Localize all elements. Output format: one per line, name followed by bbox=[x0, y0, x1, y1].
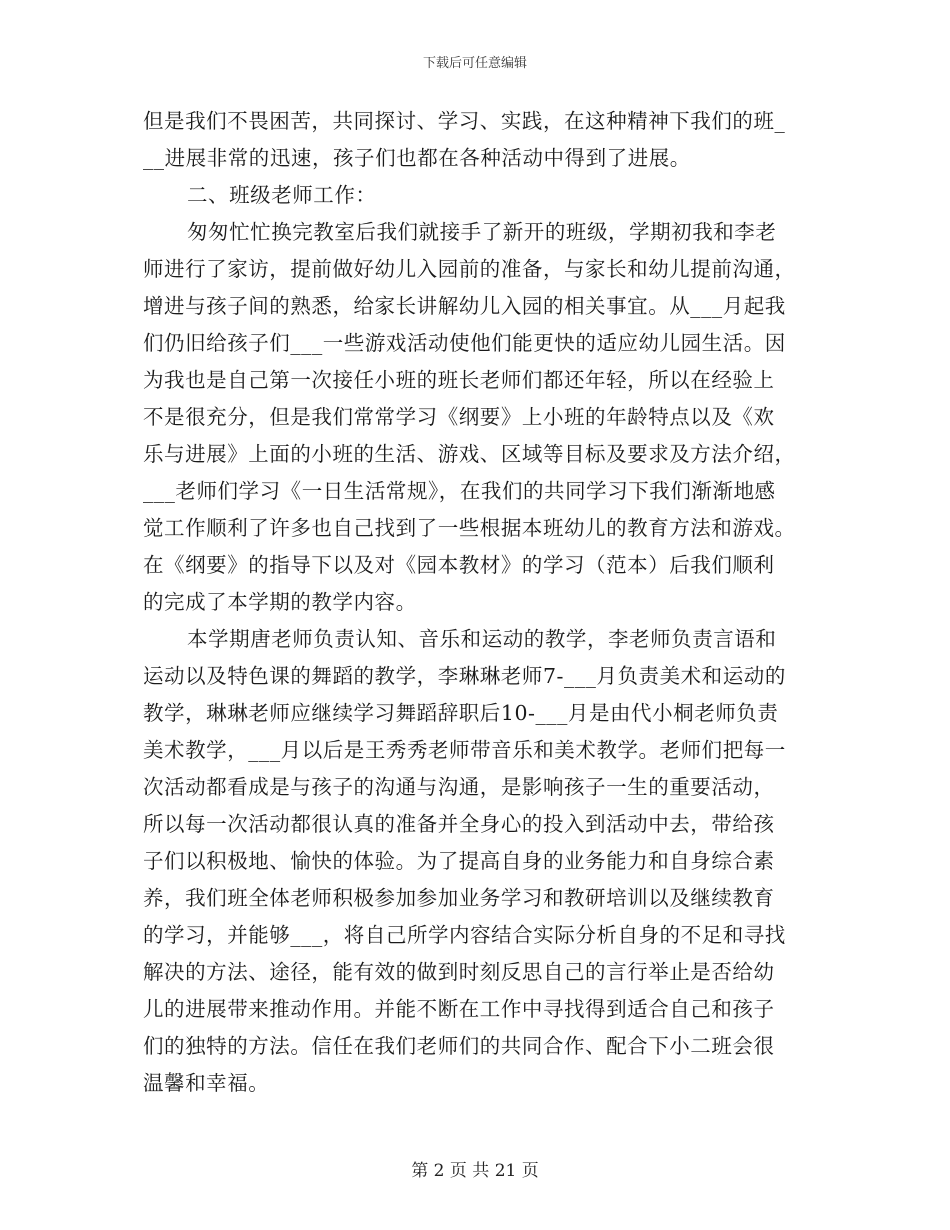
text-line: 但是我们不畏困苦，共同探讨、学习、实践，在这种精神下我们的班_ bbox=[143, 109, 786, 133]
text-line: 次活动都看成是与孩子的沟通与沟通，是影响孩子一生的重要活动， bbox=[143, 775, 775, 799]
text-line: 在《纲要》的指导下以及对《园本教材》的学习（范本）后我们顺利 bbox=[143, 553, 775, 577]
text-line: 教学，琳琳老师应继续学习舞蹈辞职后10-___月是由代小桐老师负责 bbox=[143, 701, 779, 725]
text-line: 们的独特的方法。信任在我们老师们的共同合作、配合下小二班会很 bbox=[143, 1034, 775, 1058]
text-line: 解决的方法、途径，能有效的做到时刻反思自己的言行举止是否给幼 bbox=[143, 960, 775, 984]
document-body bbox=[143, 103, 813, 1102]
text-line: ___老师们学习《一日生活常规》，在我们的共同学习下我们渐渐地感 bbox=[143, 479, 776, 503]
page-number-footer: 第 2 页 共 21 页 bbox=[411, 1161, 539, 1181]
text-line: 儿的进展带来推动作用。并能不断在工作中寻找得到适合自己和孩子 bbox=[143, 997, 775, 1021]
text-line: 所以每一次活动都很认真的准备并全身心的投入到活动中去，带给孩 bbox=[143, 812, 775, 836]
text-line: 的学习，并能够___，将自己所学内容结合实际分析自身的不足和寻找 bbox=[143, 923, 786, 947]
text-line: 们仍旧给孩子们___一些游戏活动使他们能更快的适应幼儿园生活。因 bbox=[143, 331, 786, 355]
text-line: 为我也是自己第一次接任小班的班长老师们都还年轻，所以在经验上 bbox=[143, 368, 775, 392]
text-line: 美术教学，___月以后是王秀秀老师带音乐和美术教学。老师们把每一 bbox=[143, 738, 786, 762]
text-line: 运动以及特色课的舞蹈的教学，李琳琳老师7-___月负责美术和运动的 bbox=[143, 664, 786, 688]
text-line: 不是很充分，但是我们常常学习《纲要》上小班的年龄特点以及《欢 bbox=[143, 405, 775, 429]
text-line: 养，我们班全体老师积极参加参加业务学习和教研培训以及继续教育 bbox=[143, 886, 775, 910]
text-line: 本学期唐老师负责认知、音乐和运动的教学，李老师负责言语和 bbox=[187, 627, 777, 651]
text-line: 觉工作顺利了许多也自己找到了一些根据本班幼儿的教育方法和游戏。 bbox=[143, 516, 796, 540]
text-line: 乐与进展》上面的小班的生活、游戏、区域等目标及要求及方法介绍， bbox=[143, 442, 796, 466]
text-line: 的完成了本学期的教学内容。 bbox=[143, 590, 417, 614]
text-line: 匆匆忙忙换完教室后我们就接手了新开的班级，学期初我和李老 bbox=[187, 220, 777, 244]
text-line: __进展非常的迅速，孩子们也都在各种活动中得到了进展。 bbox=[143, 146, 691, 170]
text-line: 温馨和幸福。 bbox=[143, 1071, 270, 1095]
text-line: 子们以积极地、愉快的体验。为了提高自身的业务能力和自身综合素 bbox=[143, 849, 775, 873]
text-line: 二、班级老师工作： bbox=[187, 183, 377, 207]
page-header: 下载后可任意编辑 bbox=[422, 56, 527, 71]
text-line: 增进与孩子间的熟悉，给家长讲解幼儿入园的相关事宜。从___月起我 bbox=[143, 294, 786, 318]
text-line: 师进行了家访，提前做好幼儿入园前的准备，与家长和幼儿提前沟通， bbox=[143, 257, 796, 281]
